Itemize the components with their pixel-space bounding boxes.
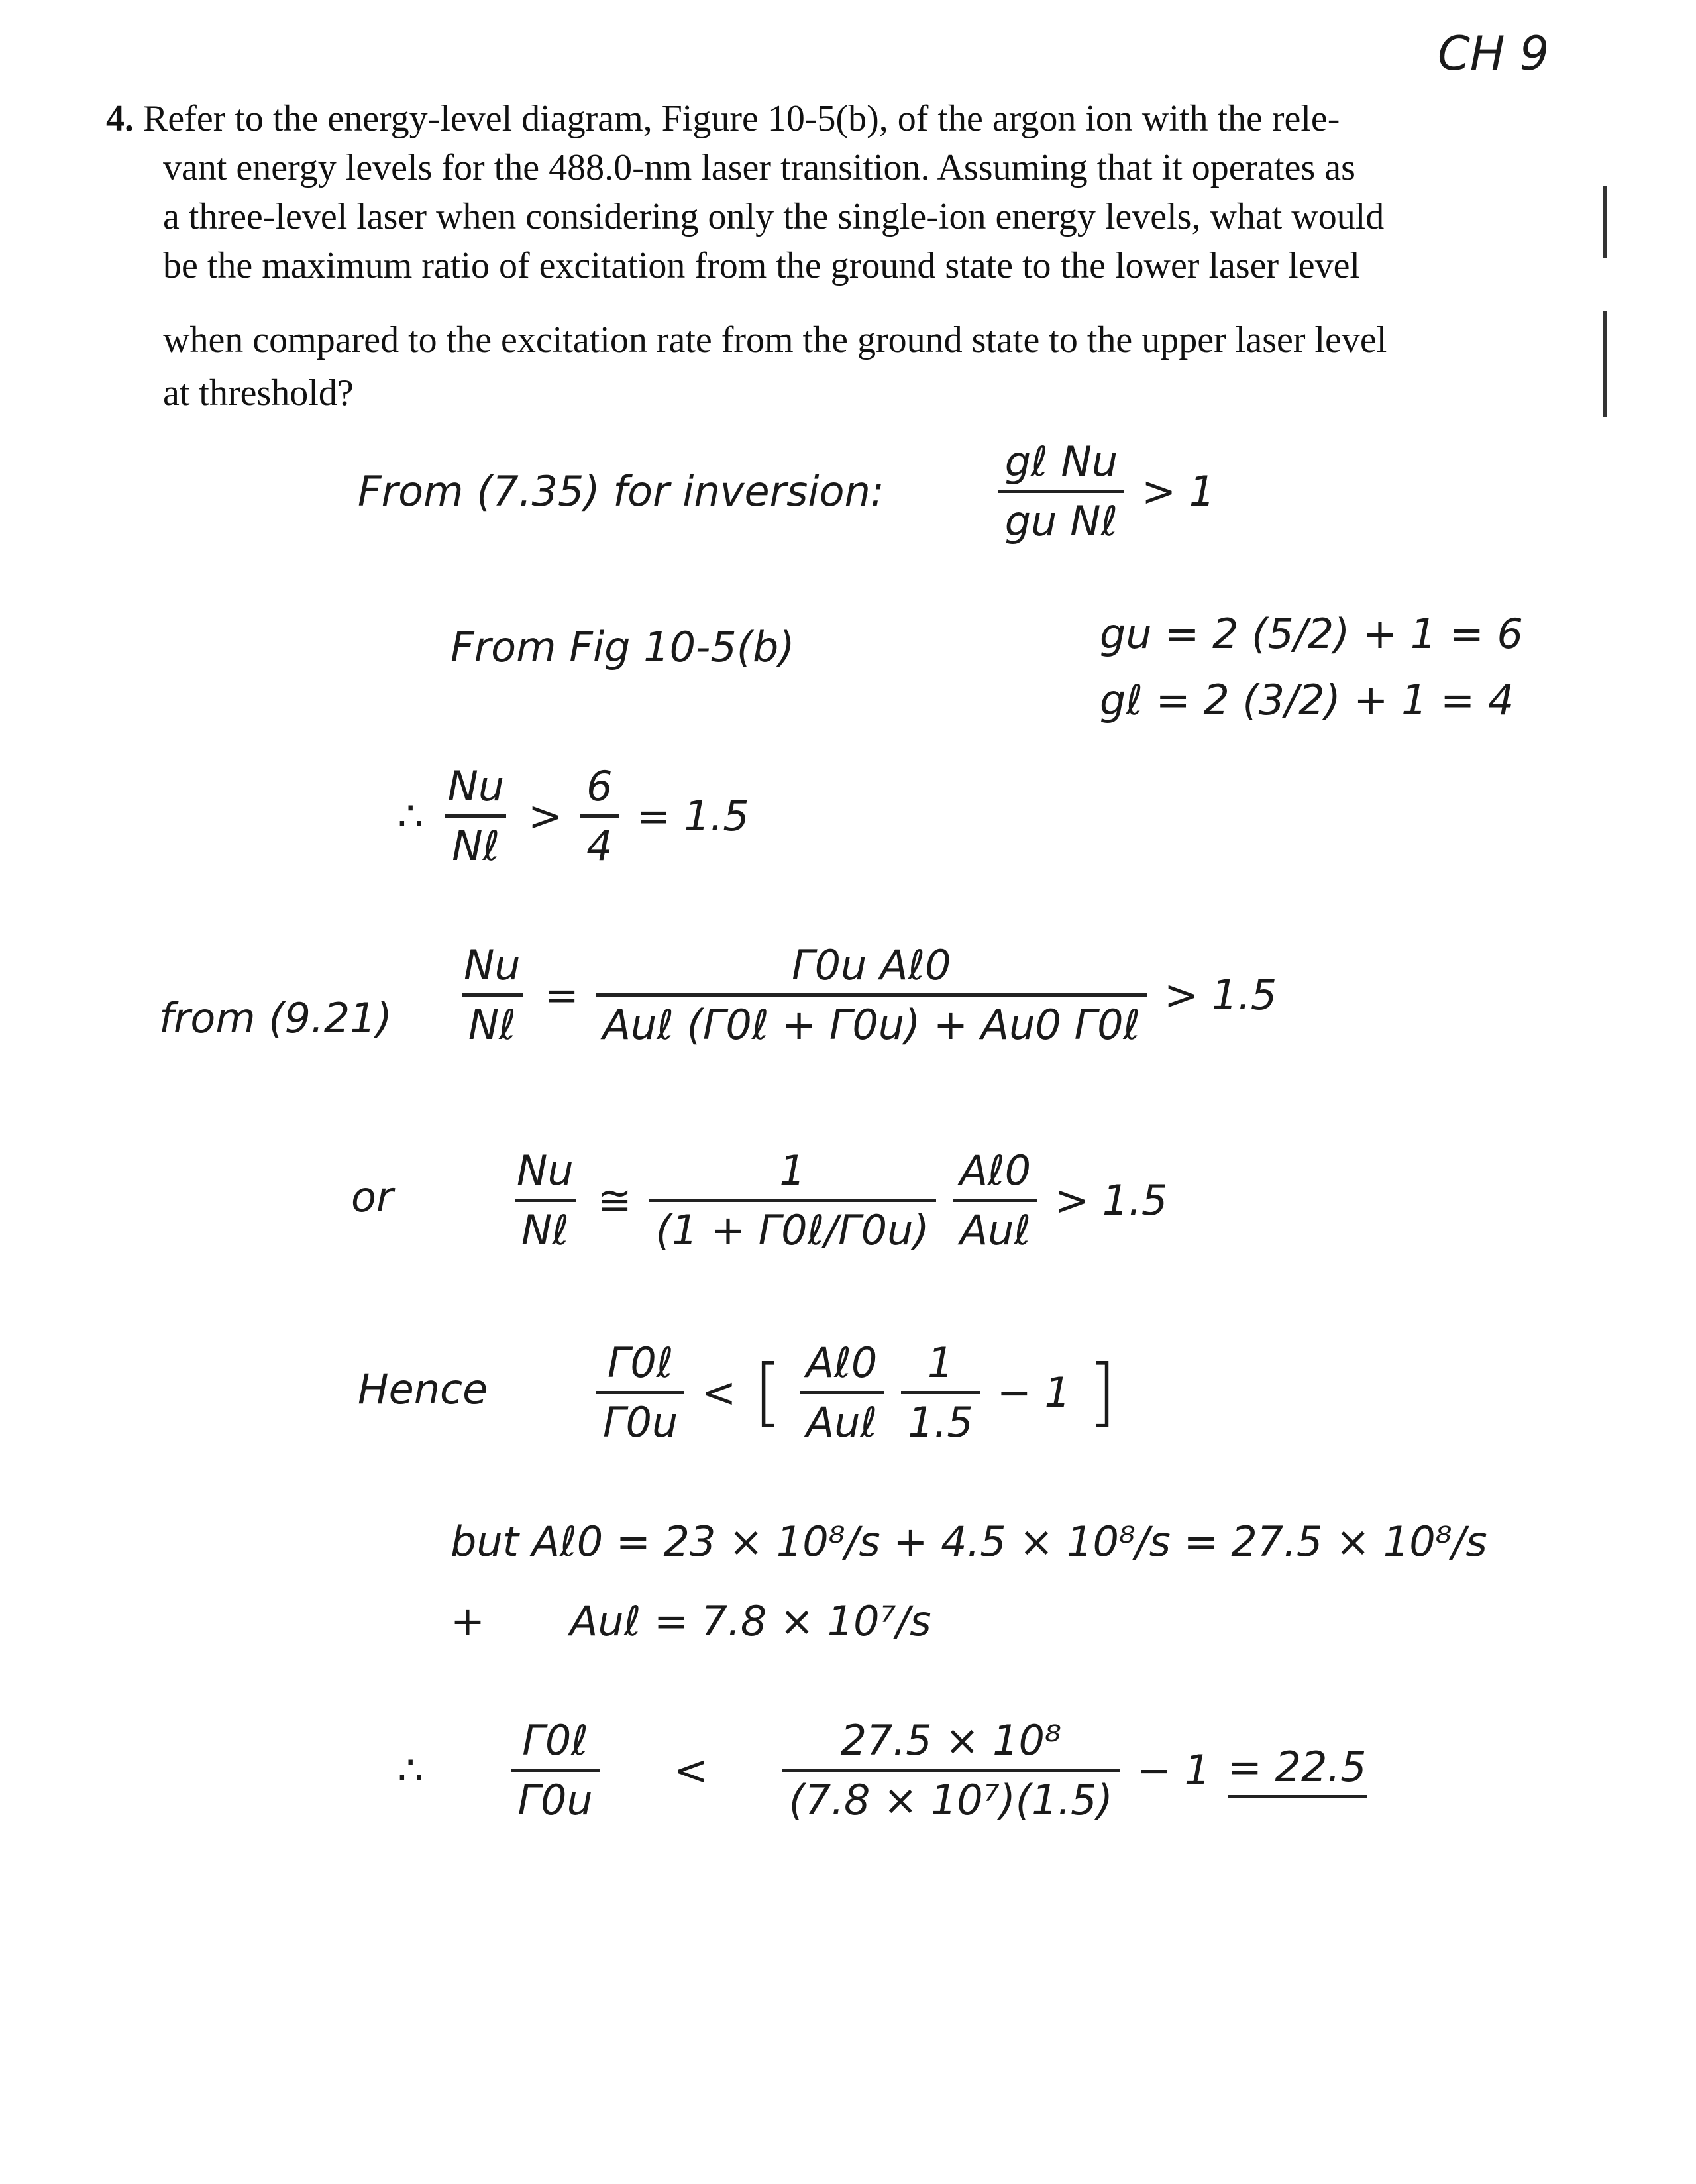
question-line-3: a three-level laser when considering only the single-ion energy levels, what would <box>163 196 1385 237</box>
step-label-or: or <box>351 1173 394 1221</box>
question-line-2: vant energy levels for the 488.0-nm laser transition. Assuming that it operates as <box>163 147 1355 188</box>
question-line-5: when compared to the excitation rate from the ground state to the upper laser level <box>163 319 1387 360</box>
question-line-1: 4. Refer to the energy-level diagram, Figure 10-5(b), of the argon ion with the rele- <box>106 98 1340 139</box>
question-line-4: be the maximum ratio of excitation from the ground state to the lower laser level <box>163 245 1360 286</box>
inversion-fraction: $\frac{\text{gℓ Nu}}{\text{gu Nℓ}}$ <box>998 437 1124 545</box>
upper-degeneracy: gu = 2 (5/2) + 1 = 6 <box>1100 610 1523 658</box>
margin-rule <box>1603 186 1607 258</box>
lower-degeneracy: gℓ = 2 (3/2) + 1 = 4 <box>1100 676 1514 724</box>
margin-rule <box>1603 311 1607 417</box>
step-degeneracy-source: From Fig 10-5(b) <box>450 623 795 671</box>
step-population-ratio: ∴ $\frac{Nu}{\text{Nℓ}}$ > $\frac{6}{4}$ = 1.5 <box>398 762 749 870</box>
question-number: 4. <box>106 98 134 139</box>
chapter-label: CH 9 <box>1438 27 1550 81</box>
step-rate-equation: $\frac{Nu}{\text{Nℓ}}$ = $\frac{\text{Γ0u Aℓ0}}{\text{Auℓ (Γ0ℓ + Γ0u) + Au0 Γ0ℓ}}$ > 1.5 <box>457 941 1277 1049</box>
step-label-hence: Hence <box>358 1365 488 1413</box>
final-answer: = 22.5 <box>1228 1743 1367 1798</box>
step-einstein-coefficients: but Aℓ0 = 23 × 10⁸/s + 4.5 × 10⁸/s = 27.5 × 10⁸/s <box>450 1517 1487 1566</box>
step-label-from-9-21: from (9.21) <box>159 994 392 1042</box>
step-inversion-condition: From (7.35) for inversion: $\frac{\text{gℓ Nu}}{\text{gu Nℓ}}$ > 1 <box>358 437 1216 545</box>
step-coefficient-aul: Auℓ = 7.8 × 10⁷/s <box>570 1597 931 1645</box>
step-approximation: $\frac{Nu}{\text{Nℓ}}$ ≅ $\frac{1}{\text{(1 + Γ0ℓ/Γ0u)}}$ $\frac{\text{Aℓ0}}{\text{Auℓ}}$ > 1.5 <box>510 1146 1167 1254</box>
step-inequality: $\frac{\text{Γ0ℓ}}{\Gamma 0u}$ < [ $\frac{\text{Aℓ0}}{\text{Auℓ}}$ $\frac{1}{1.5}$ − 1 ] <box>596 1338 1117 1447</box>
question-line-6: at threshold? <box>163 372 354 413</box>
step-final-result: ∴ $\frac{\text{Γ0ℓ}}{\Gamma 0u}$ < $\frac{\text{27.5 × 10⁸}}{\text{(7.8 × 10⁷)(1.5)}}$ − 1 = 22.5 <box>398 1716 1367 1824</box>
step-coefficient-plus: + <box>450 1597 485 1645</box>
